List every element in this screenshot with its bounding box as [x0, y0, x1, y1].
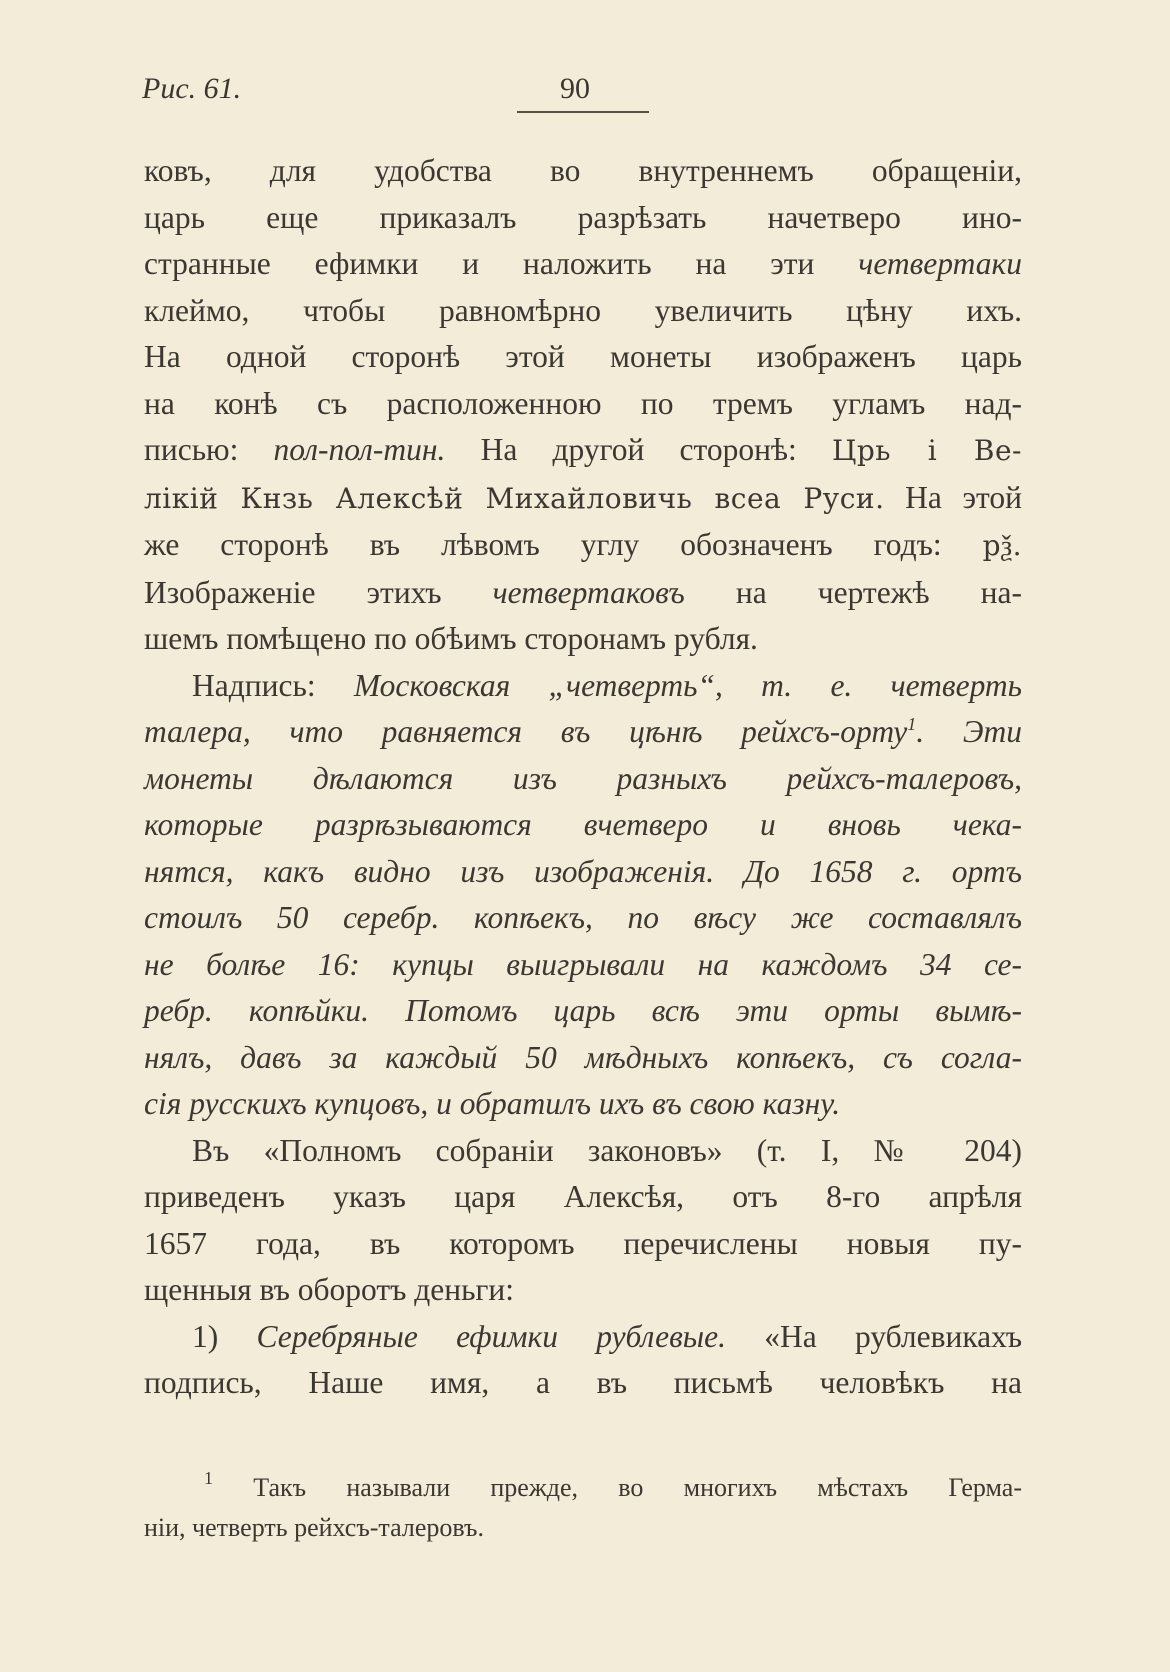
- text-line: нялъ, давъ за каждый 50 мѣдныхъ копѣекъ, съ согла-: [144, 1039, 1022, 1075]
- footnote-marker: 1: [907, 714, 917, 734]
- footnote-number: 1: [204, 1468, 213, 1488]
- main-text: [144, 148, 1022, 1407]
- text-line: лікій Кнзь Алексѣй Михайловичь всеа Руси. На этой: [144, 479, 1022, 515]
- text-line: сiя русскихъ купцовъ, и обратилъ ихъ въ свою казну.: [144, 1086, 841, 1121]
- text-line: монеты дѣлаются изъ разныхъ рейхсъ-талеровъ,: [144, 760, 1022, 796]
- page-number: 90: [560, 72, 590, 105]
- text-line: которые разрѣзываются вчетверо и вновь чека-: [144, 807, 1022, 842]
- text-line: ребр. копѣйки. Потомъ царь всѣ эти орты вымѣ-: [144, 993, 1022, 1028]
- text-line: нятся, какъ видно изъ изображенiя. До 1658 г. ортъ: [144, 853, 1022, 889]
- figure-reference: Рис. 61.: [142, 72, 242, 105]
- text-line: стоилъ 50 серебр. копѣекъ, по вѣсу же составлялъ: [144, 900, 1022, 935]
- text-line: на конѣ съ расположенною по тремъ угламъ над-: [144, 385, 1022, 421]
- text-line: Въ «Полномъ собранiи законовъ» (т. I, № 204): [192, 1132, 1022, 1168]
- text-line: Надпись: Московская „четверть“, т. е. четверть: [192, 667, 1022, 703]
- text-line: 1657 года, въ которомъ перечислены новыя пу-: [144, 1225, 1022, 1261]
- text-line: Изображенiе этихъ четвертаковъ на чертежѣ на-: [144, 574, 1022, 610]
- text-line: приведенъ указъ царя Алексѣя, отъ 8-го апрѣля: [144, 1179, 1022, 1214]
- text-line: талера, что равняется въ цѣнѣ рейхсъ-орту$^1$. Эти: [144, 714, 1022, 749]
- footnote-line: нiи, четверть рейхсъ-талеровъ.: [144, 1513, 484, 1542]
- text-line: щенныя въ оборотъ деньги:: [144, 1272, 515, 1307]
- text-line: 1) Серебряные ефимки рублевые. «На рублевикахъ: [192, 1318, 1022, 1354]
- text-line: подпись, Наше имя, а въ письмѣ человѣкъ на: [144, 1365, 1022, 1400]
- text-line: не болѣе 16: купцы выигрывали на каждомъ 34 се-: [144, 946, 1022, 982]
- text-line: же сторонѣ въ лѣвомъ углу обозначенъ годъ: рѯ.: [144, 527, 1022, 562]
- text-line: шемъ помѣщено по обѣимъ сторонамъ рубля.: [144, 621, 758, 656]
- text-line: писью: пол-пол-тин. На другой сторонѣ: Црь і Ве-: [144, 432, 1022, 467]
- text-line: странные ефимки и наложить на эти четвертаки: [144, 246, 1022, 281]
- footnote-line: $^1$ Такъ называли прежде, во многихъ мѣстахъ Герма-: [204, 1468, 1022, 1502]
- text-line: ковъ, для удобства во внутреннемъ обращенiи,: [144, 153, 1022, 188]
- text-line: На одной сторонѣ этой монеты изображенъ царь: [144, 339, 1022, 374]
- header-rule: [517, 111, 649, 113]
- text-line: царь еще приказалъ разрѣзать начетверо ино-: [144, 199, 1022, 235]
- text-line: клеймо, чтобы равномѣрно увеличить цѣну ихъ.: [144, 292, 1022, 328]
- footnote: [144, 1468, 1022, 1548]
